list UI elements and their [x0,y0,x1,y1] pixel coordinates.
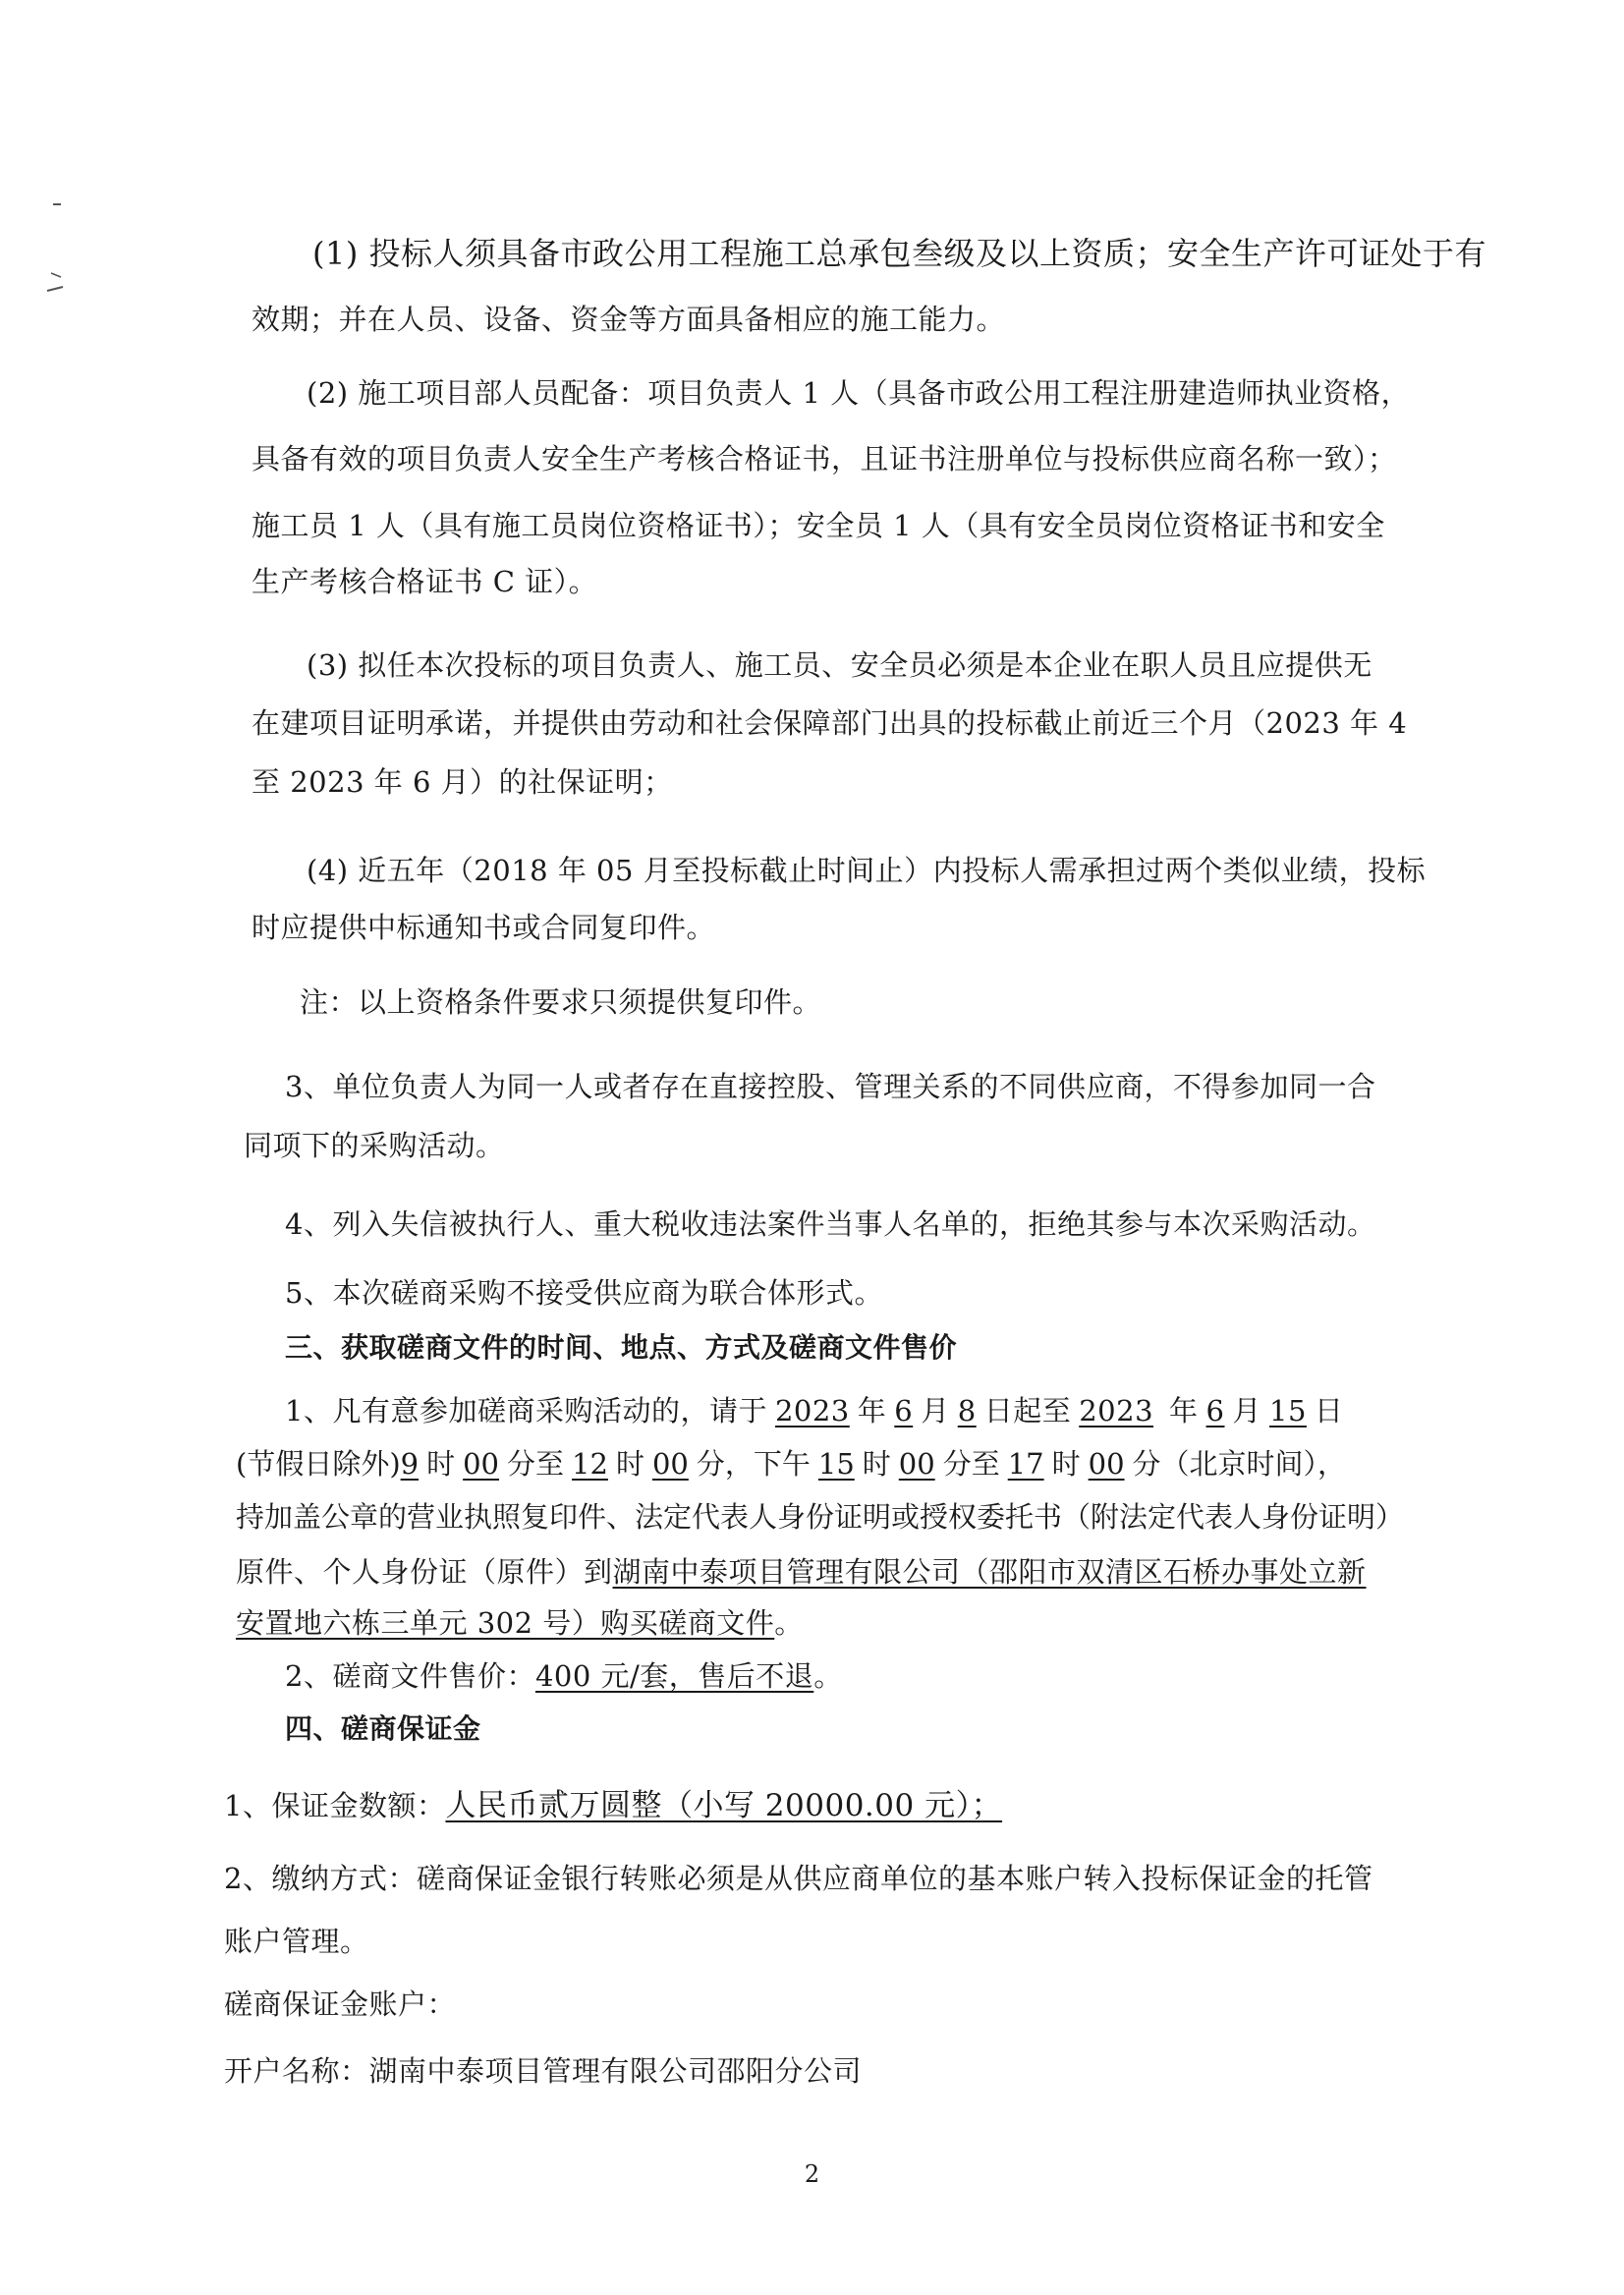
section-3-heading: 三、获取磋商文件的时间、地点、方式及磋商文件售价 [285,1331,958,1364]
minute-1: 00 [463,1447,500,1481]
deposit-amount-line [224,1786,1002,1825]
qual-1-line-2: 效期；并在人员、设备、资金等方面具备相应的施工能力。 [252,303,1006,336]
text-run: 时 [862,1447,891,1481]
text-run: 分至 [942,1447,1000,1481]
qual-2-line-1: (2) 施工项目部人员配备：项目负责人 1 人（具备市政公用工程注册建造师执业资格， [307,376,1411,410]
qual-1-line-1: (1) 投标人须具备市政公用工程施工总承包叁级及以上资质；安全生产许可证处于有 [312,235,1487,272]
item-3-line-1: 3、单位负责人为同一人或者存在直接控股、管理关系的不同供应商，不得参加同一合 [285,1070,1376,1103]
payment-method-line-1: 2、缴纳方式：磋商保证金银行转账必须是从供应商单位的基本账户转入投标保证金的托管 [224,1862,1373,1895]
scan-marks [39,196,79,314]
text-run: 时 [1051,1447,1081,1481]
qual-4-line-2: 时应提供中标通知书或合同复印件。 [252,911,716,944]
section-3-para-1 [285,1391,1343,1430]
text-run: 分（北京时间）， [1132,1447,1347,1481]
section-3-para-5 [236,1603,804,1643]
section-3-price [285,1656,843,1696]
section-3-para-2 [236,1444,1346,1483]
purchase-location-cont: 安置地六栋三单元 302 号）购买磋商文件 [236,1606,775,1640]
text-run: 日起至 [983,1394,1072,1427]
qual-3-line-2: 在建项目证明承诺，并提供由劳动和社会保障部门出具的投标截止前近三个月（2023 年 4 [252,706,1408,740]
item-5: 5、本次磋商采购不接受供应商为联合体形式。 [285,1276,883,1310]
text-run: 月 [921,1394,950,1427]
text-run: 日 [1314,1394,1344,1427]
minute-4: 00 [1088,1447,1125,1481]
hour-2: 12 [572,1447,608,1481]
start-day: 8 [957,1394,977,1427]
deposit-amount: 人民币贰万圆整（小写 20000.00 元）； [445,1788,1003,1823]
qual-3-line-3: 至 2023 年 6 月）的社保证明； [252,765,673,799]
text-run: 时 [426,1447,456,1481]
section-3-para-4 [236,1552,1367,1592]
text-run: 分，下午 [696,1447,811,1481]
text-run: 原件、个人身份证（原件）到 [236,1555,613,1589]
qual-2-line-2: 具备有效的项目负责人安全生产考核合格证书，且证书注册单位与投标供应商名称一致）； [252,442,1397,476]
end-month: 6 [1205,1394,1225,1427]
end-day: 15 [1269,1394,1307,1427]
qual-2-line-4: 生产考核合格证书 C 证）。 [252,565,598,598]
hour-1: 9 [400,1447,420,1481]
hour-3: 15 [817,1447,855,1481]
item-4: 4、列入失信被执行人、重大税收违法案件当事人名单的，拒绝其参与本次采购活动。 [285,1207,1376,1241]
text-run: 年 [1169,1394,1199,1427]
section-3-para-3: 持加盖公章的营业执照复印件、法定代表人身份证明或授权委托书（附法定代表人身份证明） [236,1500,1405,1534]
text-run: 分至 [507,1447,565,1481]
minute-2: 00 [651,1447,689,1481]
qualification-note: 注：以上资格条件要求只须提供复印件。 [300,985,822,1019]
text-run: 。 [813,1659,843,1693]
purchase-location: 湖南中泰项目管理有限公司（邵阳市双清区石桥办事处立新 [612,1555,1367,1589]
deposit-account-label: 磋商保证金账户： [224,1987,457,2021]
section-4-heading: 四、磋商保证金 [285,1712,481,1745]
start-year: 2023 [774,1394,850,1427]
hour-4: 17 [1007,1447,1044,1481]
payment-method-line-2: 账户管理。 [224,1925,369,1958]
text-run: 。 [774,1606,804,1640]
item-3-line-2: 同项下的采购活动。 [244,1129,505,1162]
text-run: 2、磋商文件售价： [285,1659,535,1693]
text-run: 月 [1232,1394,1262,1427]
start-month: 6 [894,1394,914,1427]
document-price: 400 元/套，售后不退 [534,1659,814,1693]
text-run: 1、保证金数额： [224,1789,446,1822]
text-run: (节假日除外) [236,1447,401,1481]
text-run: 年 [857,1394,887,1427]
minute-3: 00 [898,1447,935,1481]
end-year: 2023 [1079,1394,1154,1427]
account-name: 开户名称：湖南中泰项目管理有限公司邵阳分公司 [224,2054,863,2088]
page-number: 2 [804,2160,820,2188]
qual-4-line-1: (4) 近五年（2018 年 05 月至投标截止时间止）内投标人需承担过两个类似业绩，投标 [307,854,1427,887]
text-run: 时 [615,1447,644,1481]
text-run: 1、凡有意参加磋商采购活动的，请于 [285,1394,767,1427]
qual-3-line-1: (3) 拟任本次投标的项目负责人、施工员、安全员必须是本企业在职人员且应提供无 [307,648,1372,682]
qual-2-line-3: 施工员 1 人（具有施工员岗位资格证书）；安全员 1 人（具有安全员岗位资格证书和安全 [252,509,1385,542]
